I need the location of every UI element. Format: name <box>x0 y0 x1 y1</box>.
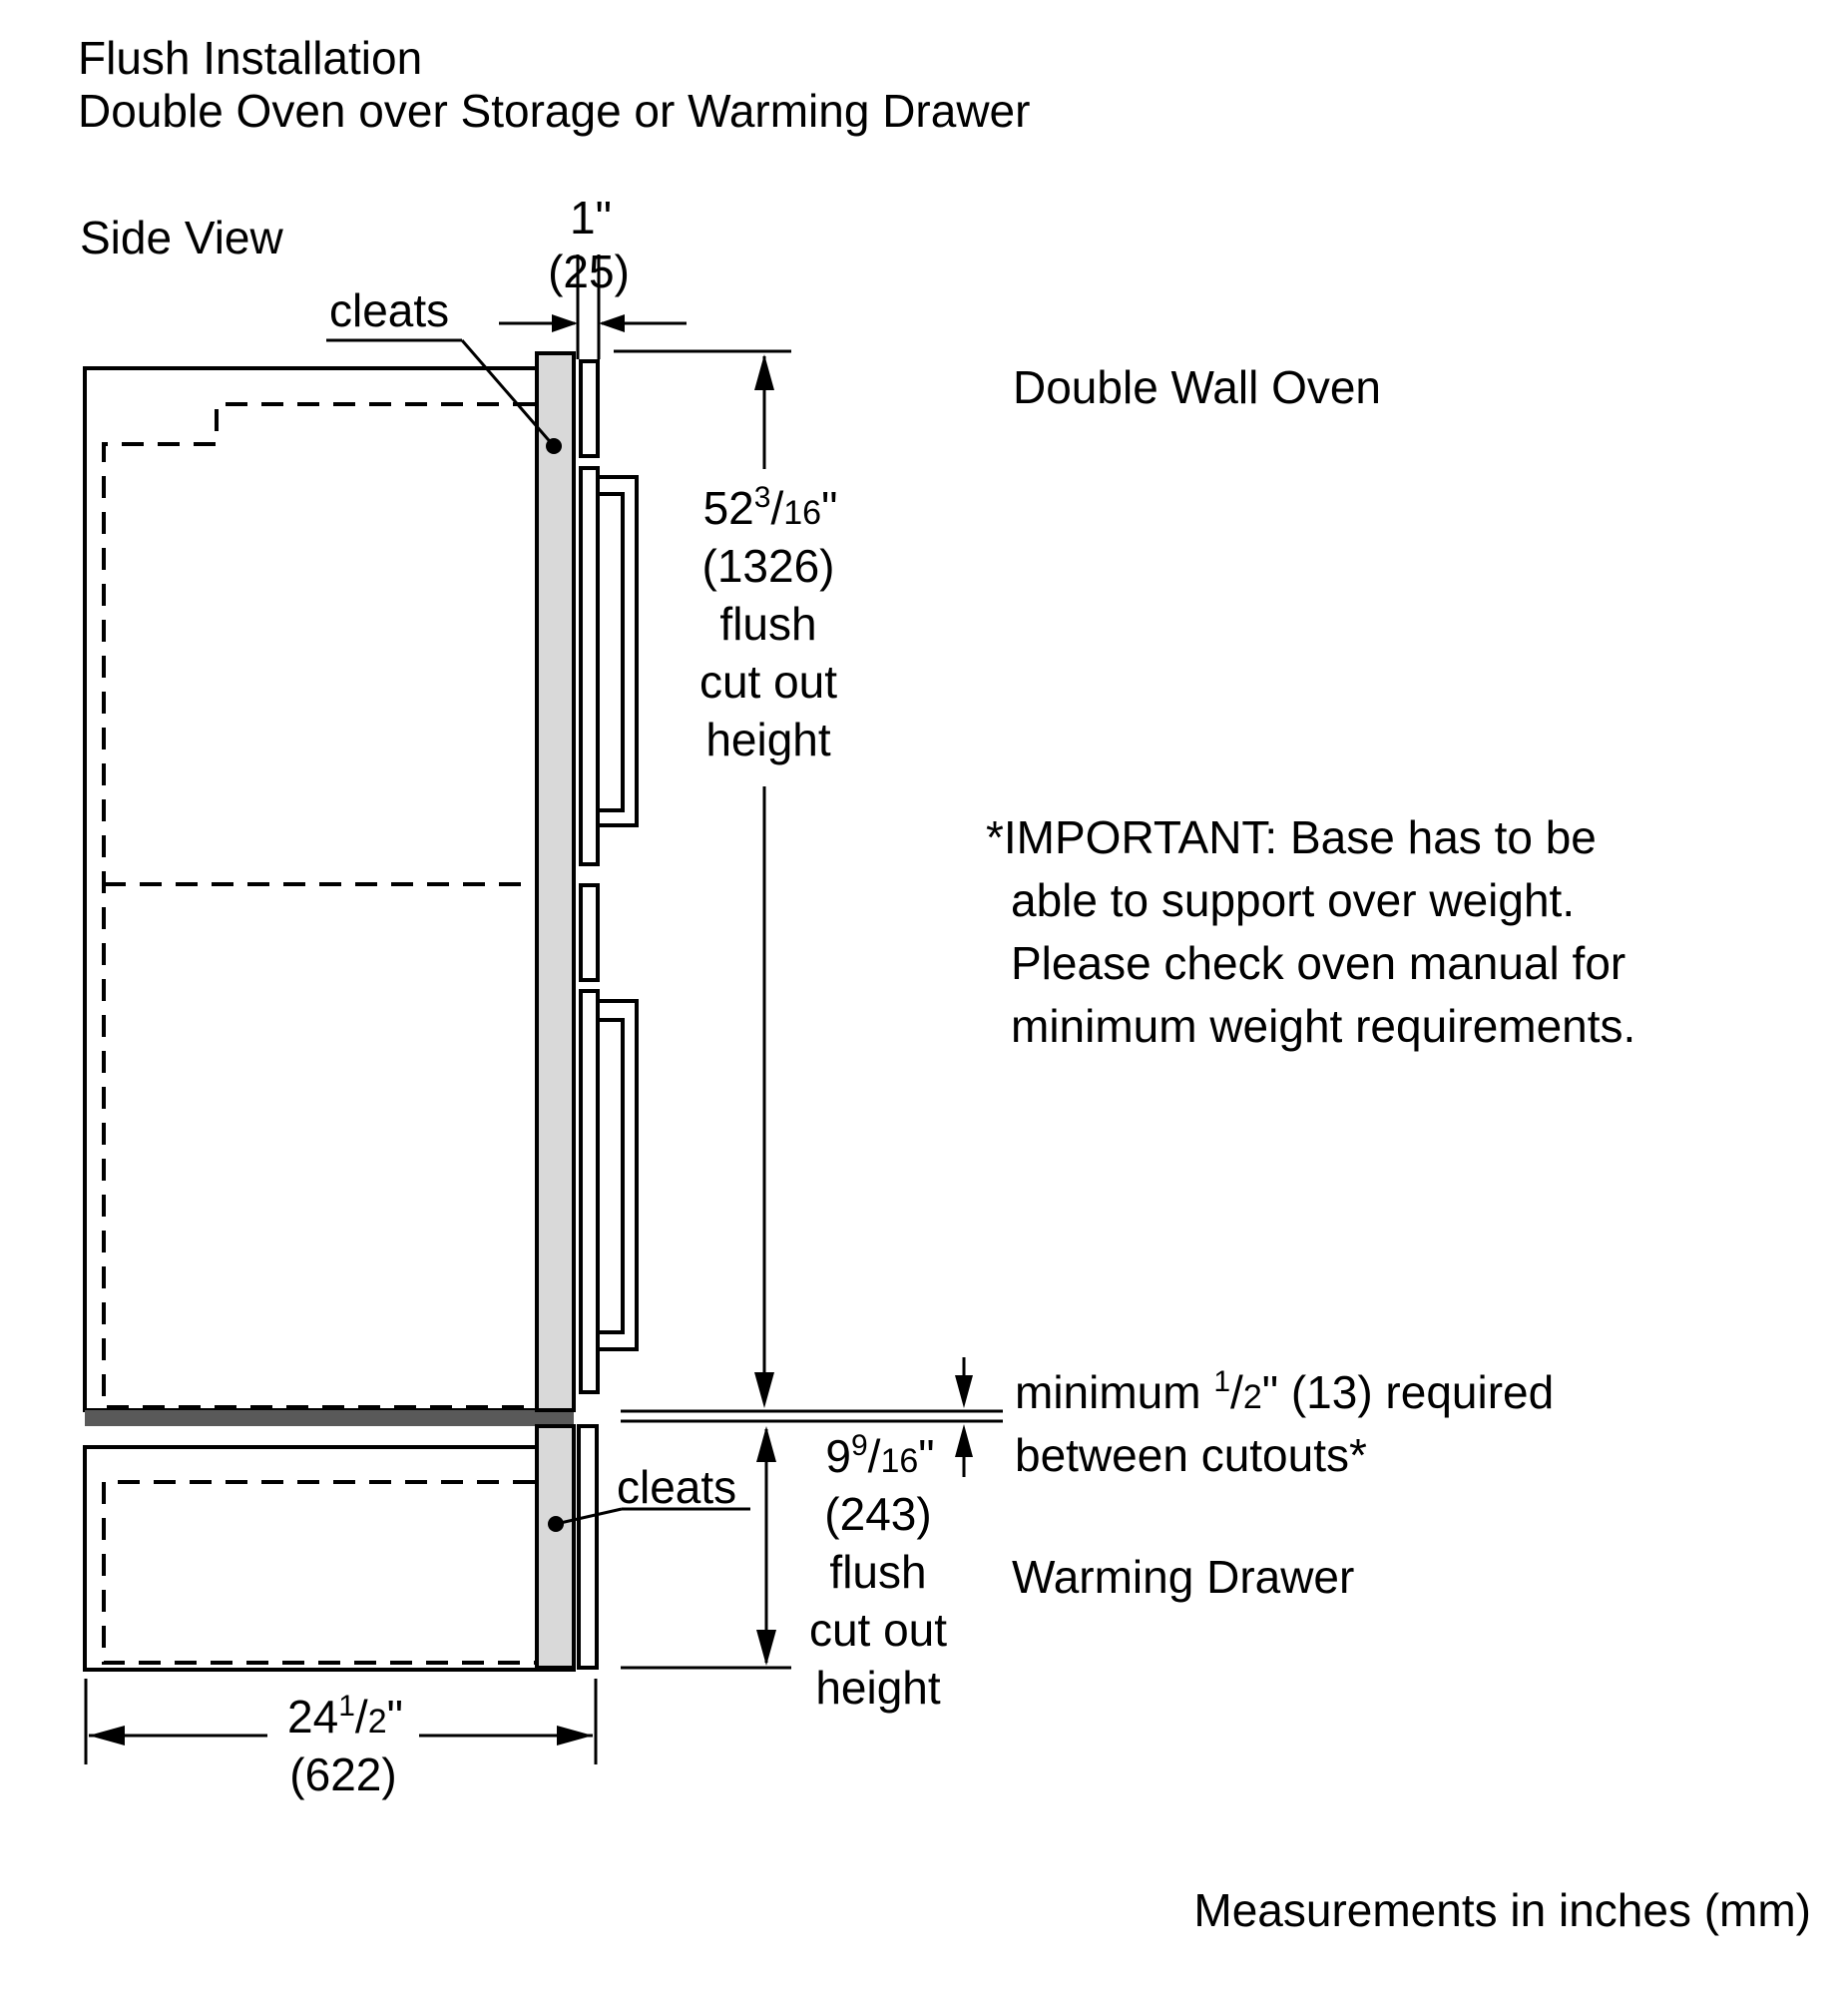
warming-drawer-label: Warming Drawer <box>1012 1551 1355 1603</box>
cleats-top-leader-dot <box>546 438 562 454</box>
upper-oven-handle-inner <box>598 494 623 810</box>
cleat-dim-arrowhead-right <box>599 314 625 332</box>
drawer-cutout-desc-1: flush <box>829 1546 927 1598</box>
depth-dim-arrowhead-right <box>557 1726 593 1746</box>
important-note-line-3: Please check oven manual for <box>1011 937 1626 989</box>
min-gap-arrowhead-down <box>955 1375 973 1408</box>
lower-oven-door <box>581 991 598 1392</box>
min-gap-note-line-2: between cutouts* <box>1015 1429 1367 1481</box>
oven-top-trim <box>581 361 598 456</box>
drawer-cleat-strip <box>537 1426 574 1668</box>
base-divider-bar <box>85 1410 574 1426</box>
drawer-cutout-value: $9^9/16$" <box>825 1429 935 1482</box>
oven-cutout-desc-1: flush <box>719 598 817 650</box>
cleats-label-top: cleats <box>329 284 450 336</box>
drawer-cutout-desc-2: cut out <box>808 1604 948 1656</box>
oven-cutout-arrowhead-down <box>754 1372 774 1408</box>
double-wall-oven-label: Double Wall Oven <box>1013 361 1382 413</box>
title-line-1: Flush Installation <box>78 32 423 84</box>
oven-cleat-strip <box>537 353 574 1410</box>
cleats-bottom-leader-dot <box>548 1516 564 1532</box>
drawer-cutout-mm: (243) <box>824 1488 932 1540</box>
important-note-line-4: minimum weight requirements. <box>1011 1000 1636 1052</box>
oven-cutout-value: $52^3/16$" <box>702 481 838 534</box>
important-note-line-1: *IMPORTANT: Base has to be <box>986 811 1597 863</box>
cleat-width-value: 1" <box>570 192 612 244</box>
min-gap-note-line-1: minimum $^1$/2" (13) required <box>1015 1365 1555 1418</box>
oven-cutout-desc-2: cut out <box>698 656 838 708</box>
important-note-line-2: able to support over weight. <box>1011 874 1576 926</box>
title-line-2: Double Oven over Storage or Warming Drawer <box>78 85 1031 137</box>
upper-oven-door <box>581 468 598 864</box>
oven-mid-trim <box>581 885 598 980</box>
min-gap-arrowhead-up <box>955 1424 973 1457</box>
warming-drawer-front <box>579 1426 597 1668</box>
oven-cutout-mm: (1326) <box>701 540 835 592</box>
cleats-label-bottom: cleats <box>617 1461 737 1513</box>
oven-cutout-desc-3: height <box>705 714 831 765</box>
page-title <box>78 32 1030 138</box>
cleat-dim-arrowhead-left <box>552 314 578 332</box>
drawer-cutout-desc-3: height <box>815 1662 941 1714</box>
drawer-cutout-arrowhead-up <box>756 1426 776 1462</box>
side-view-label: Side View <box>80 212 283 263</box>
cleat-width-mm: (25) <box>548 246 630 297</box>
depth-value: $24^1/2$" <box>287 1690 403 1743</box>
oven-cabinet-outline <box>85 368 574 1410</box>
measurements-note: Measurements in inches (mm) <box>1193 1884 1811 1936</box>
lower-oven-handle-inner <box>598 1020 623 1332</box>
oven-cutout-arrowhead-up <box>754 354 774 390</box>
drawer-cutout-arrowhead-down <box>756 1630 776 1666</box>
depth-mm: (622) <box>289 1748 397 1800</box>
depth-dim-arrowhead-left <box>89 1726 125 1746</box>
